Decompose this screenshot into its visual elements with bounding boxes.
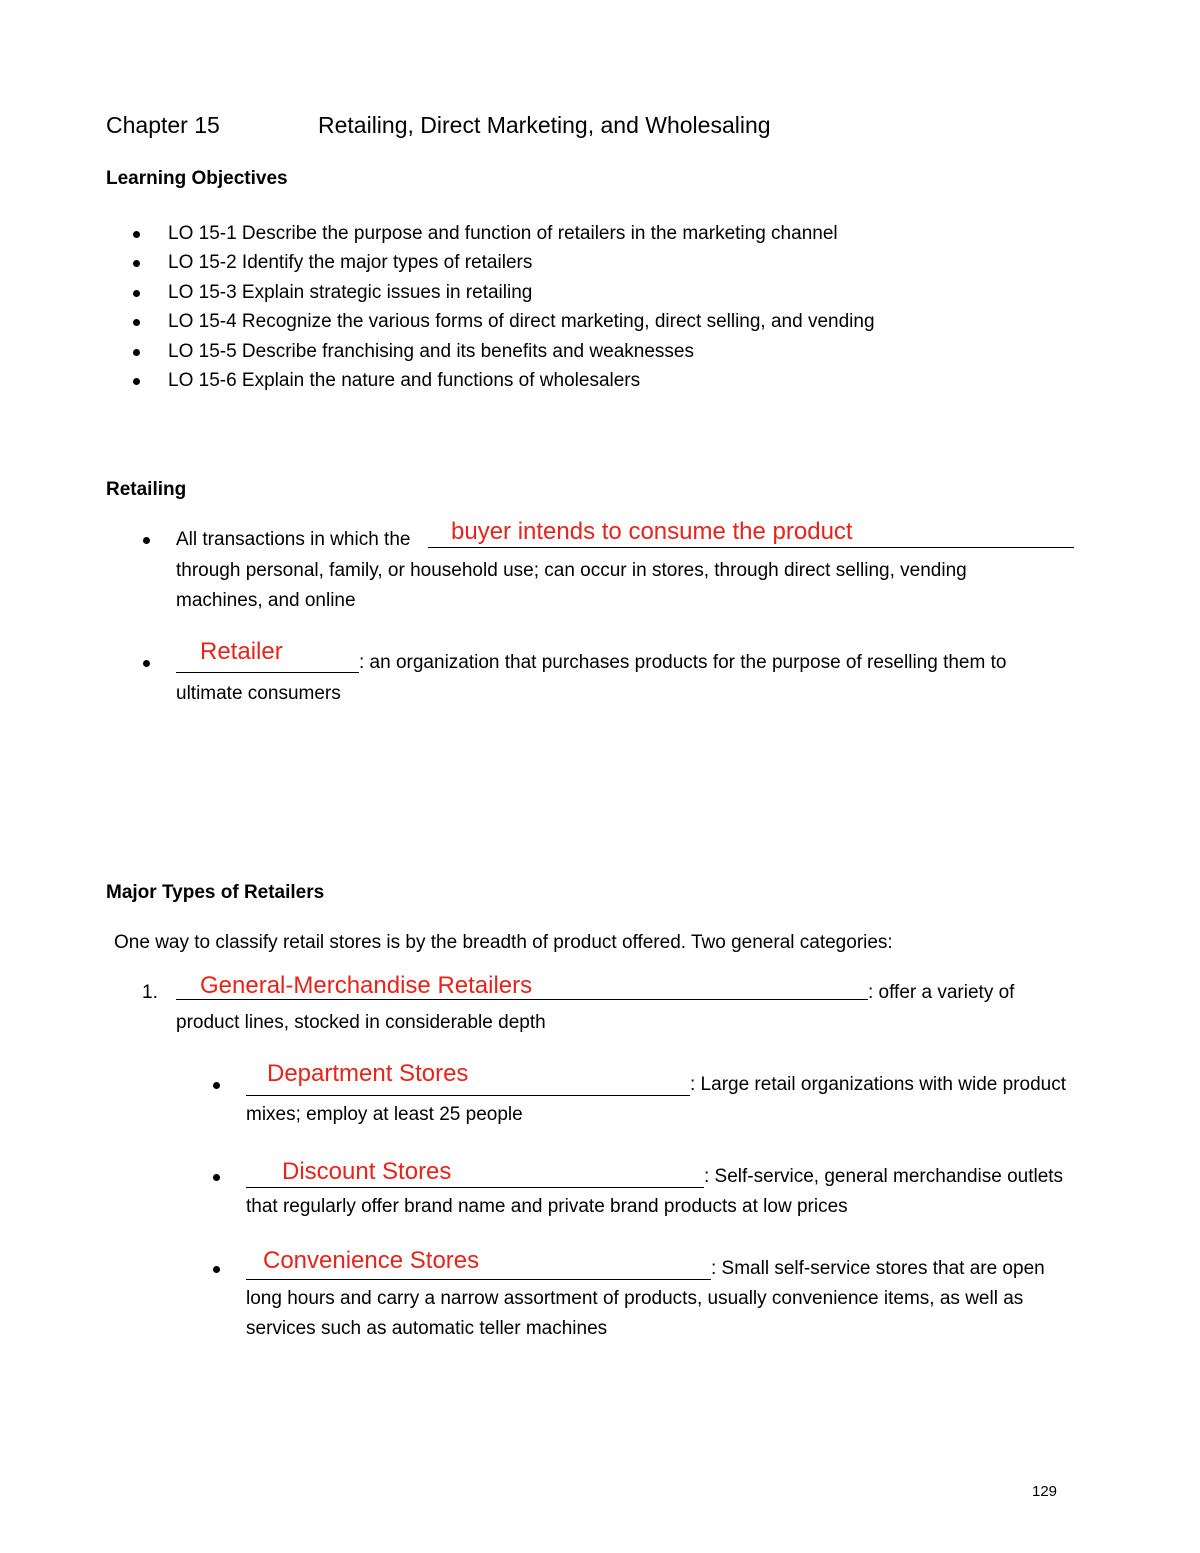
definition-line: that regularly offer brand name and private brand products at low prices <box>246 1196 848 1217</box>
definition-line: ultimate consumers <box>176 683 341 704</box>
filled-answer: Retailer <box>200 638 283 665</box>
definition-line: machines, and online <box>176 590 356 611</box>
answer-blank <box>246 1279 711 1280</box>
bullet-icon <box>143 660 150 667</box>
definition-text: : Self-service, general merchandise outlets <box>704 1166 1064 1187</box>
definition-text: : Large retail organizations with wide product <box>690 1074 1066 1095</box>
bullet-icon <box>133 260 140 267</box>
learning-objectives-heading: Learning Objectives <box>106 168 288 189</box>
objective-text: LO 15-6 Explain the nature and functions of wholesalers <box>168 370 641 391</box>
bullet-icon <box>133 319 140 326</box>
objective-text: LO 15-2 Identify the major types of retailers <box>168 252 533 273</box>
major-types-intro: One way to classify retail stores is by the breadth of product offered. Two general categories: <box>114 932 893 953</box>
bullet-icon <box>133 231 140 238</box>
bullet-icon <box>133 290 140 297</box>
bullet-icon <box>213 1082 220 1089</box>
objective-text: LO 15-5 Describe franchising and its benefits and weaknesses <box>168 341 694 362</box>
retailing-heading: Retailing <box>106 479 187 500</box>
objective-text: LO 15-1 Describe the purpose and function of retailers in the marketing channel <box>168 223 838 244</box>
definition-line: long hours and carry a narrow assortment of products, usually convenience items, as well as <box>246 1288 1024 1309</box>
definition-text: : Small self-service stores that are open <box>711 1258 1045 1279</box>
filled-answer: Discount Stores <box>282 1158 452 1185</box>
filled-answer: Convenience Stores <box>263 1247 480 1274</box>
definition-line: services such as automatic teller machines <box>246 1318 608 1339</box>
filled-answer: General-Merchandise Retailers <box>200 972 533 999</box>
filled-answer: Department Stores <box>267 1060 469 1087</box>
filled-answer: buyer intends to consume the product <box>451 518 853 545</box>
bullet-icon <box>213 1174 220 1181</box>
definition-line: mixes; employ at least 25 people <box>246 1104 523 1125</box>
definition-lead-text: All transactions in which the <box>176 529 411 550</box>
bullet-icon <box>213 1266 220 1273</box>
objective-text: LO 15-3 Explain strategic issues in retailing <box>168 282 533 303</box>
answer-blank <box>246 1187 704 1188</box>
objective-text: LO 15-4 Recognize the various forms of direct marketing, direct selling, and vending <box>168 311 875 332</box>
bullet-icon <box>143 537 150 544</box>
page-number: 129 <box>1032 1483 1058 1500</box>
bullet-icon <box>133 349 140 356</box>
definition-line: product lines, stocked in considerable depth <box>176 1012 546 1033</box>
answer-blank <box>246 1095 690 1096</box>
definition-text: : offer a variety of <box>868 982 1015 1003</box>
item-number: 1. <box>142 982 158 1003</box>
answer-blank <box>428 547 1074 548</box>
answer-blank <box>176 672 359 673</box>
chapter-title: Retailing, Direct Marketing, and Wholesaling <box>318 112 771 138</box>
major-types-heading: Major Types of Retailers <box>106 882 325 903</box>
chapter-number: Chapter 15 <box>106 112 220 138</box>
definition-line: through personal, family, or household use; can occur in stores, through direct selling, vending <box>176 560 967 581</box>
bullet-icon <box>133 378 140 385</box>
definition-text: : an organization that purchases products for the purpose of reselling them to <box>359 652 1007 673</box>
